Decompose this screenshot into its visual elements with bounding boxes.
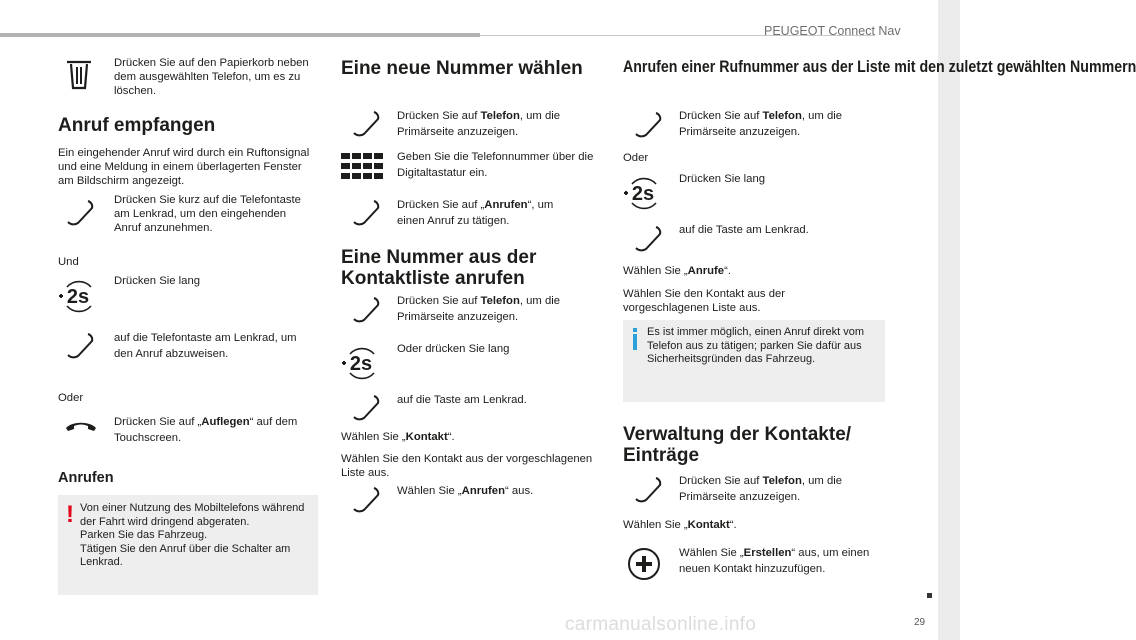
warning-box bbox=[58, 495, 318, 595]
press-phone-text: Drücken Sie auf Telefon, um die Primärseite anzuzeigen. bbox=[397, 110, 561, 138]
keypad-icon bbox=[341, 153, 383, 181]
timer-2s-icon bbox=[623, 180, 663, 206]
press-long-text-3: Drücken Sie lang bbox=[679, 173, 766, 185]
steering-wheel-text-3: auf die Taste am Lenkrad. bbox=[679, 224, 809, 236]
heading-manage-contacts: Verwaltung der Kontakte/ Einträge bbox=[623, 424, 852, 466]
oder-label-3: Oder bbox=[623, 152, 649, 164]
info-box bbox=[623, 320, 885, 402]
call-text: Drücken Sie auf „Anrufen“, um einen Anruf zu tätigen. bbox=[397, 199, 554, 227]
phone-handset-icon bbox=[350, 110, 382, 138]
info-text: Es ist immer möglich, einen Anruf direkt vom Telefon aus zu tätigen; parken Sie dafür aus Sicherheitsgründen das Fahrzeug. bbox=[647, 326, 865, 366]
create-contact-text: Wählen Sie „Erstellen“ aus, um einen neuen Kontakt hinzuzufügen. bbox=[679, 547, 870, 575]
oder-label: Oder bbox=[58, 392, 84, 404]
header-rule bbox=[0, 33, 480, 37]
delete-phone-text: Drücken Sie auf den Papierkorb neben dem ausgewählten Telefon, um es zu löschen. bbox=[114, 57, 309, 97]
hang-up-icon bbox=[64, 418, 98, 434]
press-phone-text-2: Drücken Sie auf Telefon, um die Primärseite anzuzeigen. bbox=[397, 295, 561, 323]
phone-handset-icon bbox=[350, 394, 382, 422]
trash-icon bbox=[64, 58, 94, 92]
phone-handset-icon bbox=[64, 199, 96, 227]
timer-2s-icon bbox=[58, 283, 98, 309]
receive-intro-text: Ein eingehender Anruf wird durch ein Ruftonsignal und eine Meldung in einem überlagerten Fenster am Bildschirm angezeigt. bbox=[58, 147, 310, 187]
phone-handset-icon bbox=[350, 296, 382, 324]
watermark: carmanualsonline.info bbox=[565, 614, 757, 635]
heading-receive-call: Anruf empfangen bbox=[58, 115, 216, 136]
und-label: Und bbox=[58, 256, 79, 268]
select-call-text: Wählen Sie „Anrufen“ aus. bbox=[397, 485, 534, 497]
page-sidebar bbox=[938, 0, 960, 640]
heading-new-number: Eine neue Nummer wählen bbox=[341, 58, 583, 79]
reject-call-text: auf die Telefontaste am Lenkrad, um den Anruf abzuweisen. bbox=[114, 332, 297, 360]
press-phone-text-3: Drücken Sie auf Telefon, um die Primärseite anzuzeigen. bbox=[679, 110, 843, 138]
steering-wheel-text: auf die Taste am Lenkrad. bbox=[397, 394, 527, 406]
manual-title: PEUGEOT Connect Nav bbox=[764, 24, 901, 38]
info-icon bbox=[633, 334, 637, 350]
page-number: 29 bbox=[914, 617, 926, 628]
select-from-list-text: Wählen Sie den Kontakt aus der vorgeschlagenen Liste aus. bbox=[341, 453, 593, 479]
heading-contact-list-call: Eine Nummer aus der Kontaktliste anrufen bbox=[341, 247, 537, 289]
answer-call-text: Drücken Sie kurz auf die Telefontaste am Lenkrad, um den eingehenden Anruf anzunehmen. bbox=[114, 194, 301, 234]
select-from-list-text-3: Wählen Sie den Kontakt aus der vorgeschlagenen Liste aus. bbox=[623, 288, 786, 314]
phone-handset-icon bbox=[632, 111, 664, 139]
phone-handset-icon bbox=[632, 225, 664, 253]
hang-up-text: Drücken Sie auf „Auflegen“ auf dem Touchscreen. bbox=[114, 416, 298, 444]
heading-recent-numbers: Anrufen einer Rufnummer aus der Liste mit den zuletzt gewählten Nummern bbox=[623, 58, 1136, 76]
svg-text:2s: 2s bbox=[66, 286, 90, 308]
press-long-text: Drücken Sie lang bbox=[114, 275, 201, 287]
timer-2s-icon bbox=[341, 350, 381, 376]
select-contact-text-3: Wählen Sie „Kontakt“. bbox=[623, 519, 737, 531]
select-contact-text: Wählen Sie „Kontakt“. bbox=[341, 431, 455, 443]
warning-icon: ! bbox=[66, 501, 74, 528]
press-phone-text-4: Drücken Sie auf Telefon, um die Primärseite anzuzeigen. bbox=[679, 475, 843, 503]
warning-text: Von einer Nutzung des Mobiltelefons während der Fahrt wird dringend abgeraten. Parken Sie das Fahrzeug. Tätigen Sie den Anruf über die Schalter am Lenkrad. bbox=[80, 502, 305, 569]
phone-handset-icon bbox=[632, 476, 664, 504]
phone-handset-icon bbox=[350, 486, 382, 514]
select-calls-text: Wählen Sie „Anrufe“. bbox=[623, 265, 731, 277]
add-contact-icon bbox=[627, 547, 661, 581]
svg-text:2s: 2s bbox=[349, 353, 373, 375]
phone-handset-icon bbox=[64, 332, 96, 360]
info-icon-dot bbox=[633, 328, 637, 332]
heading-call: Anrufen bbox=[58, 470, 114, 486]
phone-handset-icon bbox=[350, 199, 382, 227]
svg-text:2s: 2s bbox=[631, 183, 655, 205]
or-press-long-text: Oder drücken Sie lang bbox=[397, 343, 510, 355]
keypad-text: Geben Sie die Telefonnummer über die Digitaltastatur ein. bbox=[397, 151, 594, 179]
continued-marker bbox=[927, 593, 932, 598]
